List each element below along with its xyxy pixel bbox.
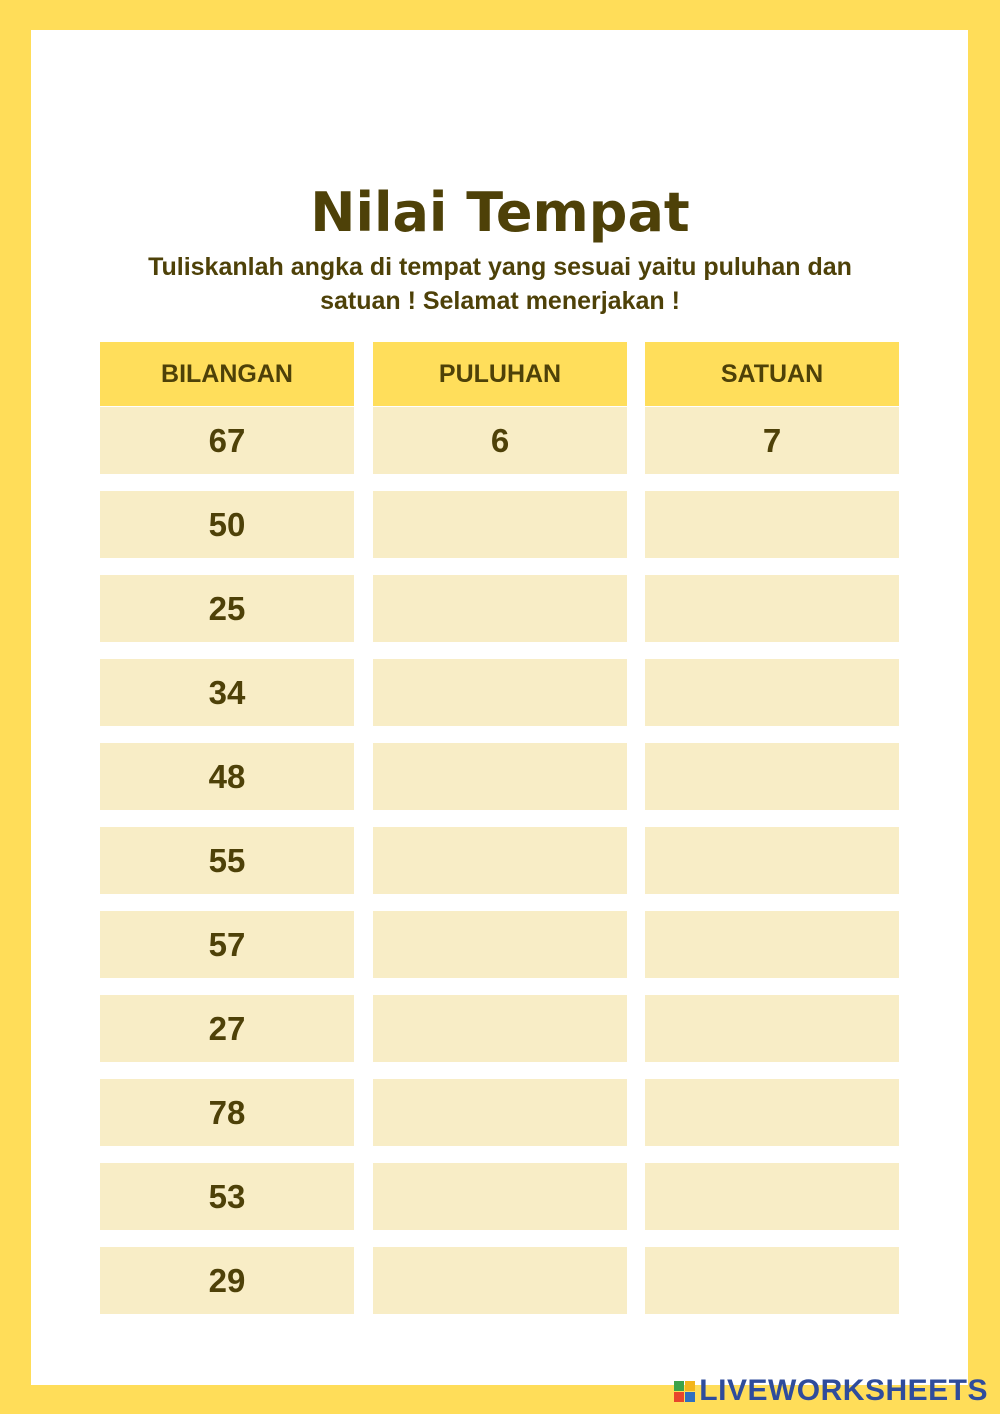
bilangan-cell: 34 bbox=[100, 659, 354, 726]
bilangan-cell: 67 bbox=[100, 407, 354, 474]
header-puluhan: PULUHAN bbox=[373, 342, 627, 406]
satuan-answer-cell[interactable] bbox=[645, 1247, 899, 1314]
bilangan-cell: 50 bbox=[100, 491, 354, 558]
puluhan-answer-cell[interactable] bbox=[373, 1247, 627, 1314]
bilangan-cell: 78 bbox=[100, 1079, 354, 1146]
puluhan-answer-cell[interactable] bbox=[373, 1163, 627, 1230]
puluhan-answer-cell[interactable] bbox=[373, 1079, 627, 1146]
instructions: Tuliskanlah angka di tempat yang sesuai yaitu puluhan dan satuan ! Selamat menerjakan ! bbox=[148, 253, 852, 315]
puluhan-answer-cell[interactable] bbox=[373, 491, 627, 558]
satuan-answer-cell[interactable] bbox=[645, 995, 899, 1062]
satuan-answer-cell[interactable] bbox=[645, 491, 899, 558]
bilangan-cell: 55 bbox=[100, 827, 354, 894]
satuan-answer-cell[interactable] bbox=[645, 827, 899, 894]
puluhan-answer-cell[interactable] bbox=[373, 995, 627, 1062]
puluhan-answer-cell[interactable] bbox=[373, 659, 627, 726]
brand-squares-icon bbox=[674, 1381, 695, 1402]
puluhan-answer-cell[interactable] bbox=[373, 743, 627, 810]
satuan-answer-cell[interactable] bbox=[645, 1163, 899, 1230]
bilangan-cell: 57 bbox=[100, 911, 354, 978]
bilangan-cell: 53 bbox=[100, 1163, 354, 1230]
satuan-answer-cell[interactable]: 7 bbox=[645, 407, 899, 474]
satuan-answer-cell[interactable] bbox=[645, 1079, 899, 1146]
header-satuan: SATUAN bbox=[645, 342, 899, 406]
header-bilangan: BILANGAN bbox=[100, 342, 354, 406]
brand-text: LIVEWORKSHEETS bbox=[699, 1374, 988, 1407]
bilangan-cell: 29 bbox=[100, 1247, 354, 1314]
liveworksheets-logo bbox=[674, 1376, 988, 1406]
bilangan-cell: 25 bbox=[100, 575, 354, 642]
puluhan-answer-cell[interactable]: 6 bbox=[373, 407, 627, 474]
satuan-answer-cell[interactable] bbox=[645, 743, 899, 810]
page-title: Nilai Tempat bbox=[310, 181, 690, 244]
puluhan-answer-cell[interactable] bbox=[373, 827, 627, 894]
puluhan-answer-cell[interactable] bbox=[373, 575, 627, 642]
bilangan-cell: 27 bbox=[100, 995, 354, 1062]
bilangan-cell: 48 bbox=[100, 743, 354, 810]
puluhan-answer-cell[interactable] bbox=[373, 911, 627, 978]
satuan-answer-cell[interactable] bbox=[645, 659, 899, 726]
satuan-answer-cell[interactable] bbox=[645, 911, 899, 978]
satuan-answer-cell[interactable] bbox=[645, 575, 899, 642]
